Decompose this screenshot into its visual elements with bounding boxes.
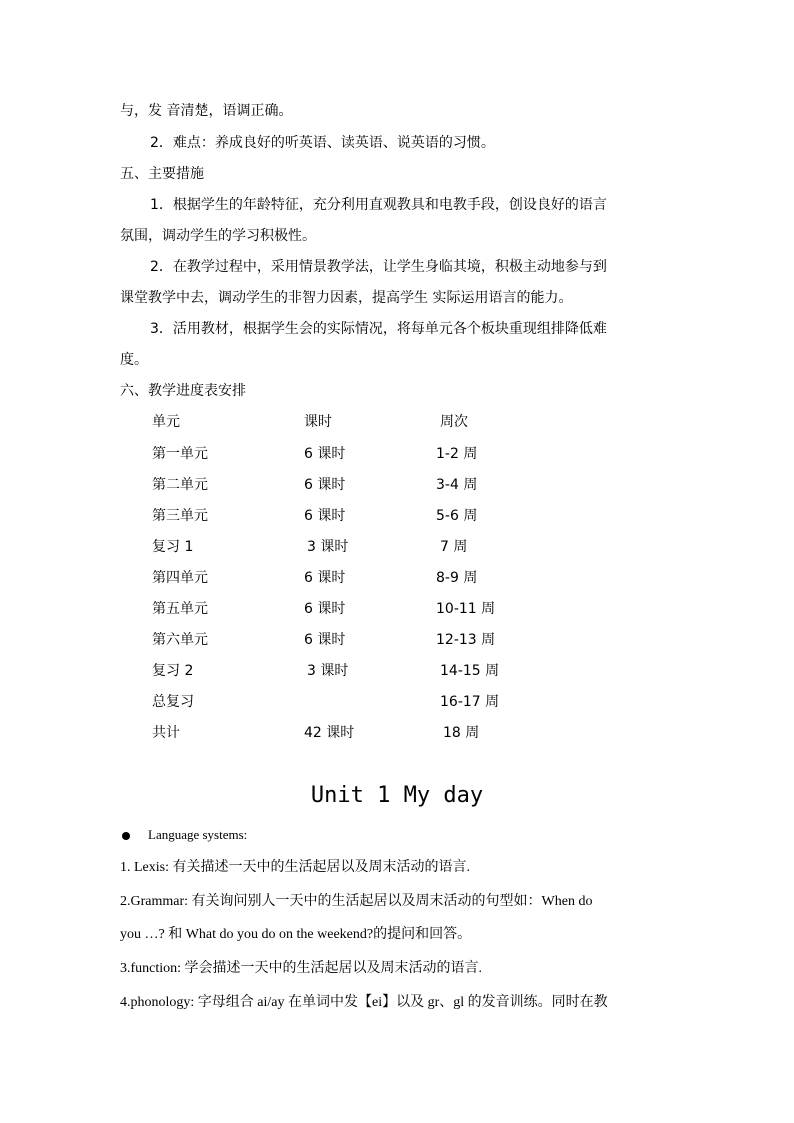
bullet-icon [122,832,130,840]
schedule-row [0,692,794,712]
schedule-cell-unit: 第五单元 [152,601,208,617]
unit-title: Unit 1 My day [310,783,484,808]
schedule-cell-unit: 第三单元 [152,508,208,524]
schedule-cell-hours: 6 课时 [304,632,346,648]
schedule-cell-hours: 6 课时 [304,477,346,493]
schedule-row [0,537,794,557]
phonology-line: 4.phonology: 字母组合 ai/ay 在单词中发【ei】以及 gr、gl 的发音训练。同时在教 [120,995,608,1010]
schedule-cell-weeks: 5-6 周 [436,508,478,524]
schedule-cell-hours: 3 课时 [307,663,349,679]
section-heading-measures: 五、主要措施 [120,166,204,182]
schedule-cell-hours: 6 课时 [304,570,346,586]
schedule-cell-hours: 6 课时 [304,446,346,462]
schedule-row [0,506,794,526]
schedule-cell-unit: 复习 2 [152,663,194,679]
schedule-row [0,444,794,464]
schedule-cell-weeks: 1-2 周 [436,446,478,462]
schedule-header-hours: 课时 [304,414,332,430]
schedule-header-unit: 单元 [152,414,180,430]
section-heading-schedule: 六、教学进度表安排 [120,383,246,399]
measure-3-line-1: 3．活用教材，根据学生会的实际情况，将每单元各个板块重现组排降低难 [150,321,607,337]
schedule-row-total [0,723,794,743]
measure-2-line-1: 2．在教学过程中，采用情景教学法，让学生身临其境，积极主动地参与到 [150,259,607,275]
schedule-cell-weeks: 12-13 周 [436,632,496,648]
paragraph-continuation: 与，发 音清楚，语调正确。 [120,103,293,119]
schedule-row [0,475,794,495]
schedule-cell-weeks: 18 周 [443,725,480,741]
schedule-cell-hours: 6 课时 [304,601,346,617]
schedule-cell-unit: 复习 1 [152,539,194,555]
schedule-row [0,568,794,588]
measure-3-line-2: 度。 [120,352,148,368]
schedule-row [0,599,794,619]
bullet-text: Language systems: [148,827,248,842]
function-line: 3.function: 学会描述一天中的生活起居以及周末活动的语言. [120,961,483,976]
bullet-language-systems [120,825,680,845]
schedule-header-row [0,412,794,432]
schedule-cell-unit: 第一单元 [152,446,208,462]
schedule-cell-weeks: 3-4 周 [436,477,478,493]
schedule-cell-hours: 6 课时 [304,508,346,524]
grammar-line-1: 2.Grammar: 有关询问别人一天中的生活起居以及周末活动的句型如：When do [120,894,593,909]
schedule-cell-weeks: 16-17 周 [440,694,500,710]
schedule-row [0,661,794,681]
schedule-cell-weeks: 8-9 周 [436,570,478,586]
grammar-line-2: you …? 和 What do you do on the weekend?的提问和回答。 [120,927,472,942]
schedule-row [0,630,794,650]
measure-1-line-2: 氛围，调动学生的学习积极性。 [120,228,316,244]
measure-1-line-1: 1．根据学生的年龄特征，充分利用直观教具和电教手段，创设良好的语言 [150,197,607,213]
schedule-cell-weeks: 14-15 周 [440,663,500,679]
schedule-cell-unit: 共计 [152,725,180,741]
schedule-cell-hours: 3 课时 [307,539,349,555]
schedule-cell-unit: 第六单元 [152,632,208,648]
measure-2-line-2: 课堂教学中去，调动学生的非智力因素，提高学生 实际运用语言的能力。 [120,290,573,306]
schedule-cell-unit: 总复习 [152,694,194,710]
lexis-line: 1. Lexis: 有关描述一天中的生活起居以及周末活动的语言. [120,860,470,875]
difficulty-point: 2．难点：养成良好的听英语、读英语、说英语的习惯。 [150,135,495,151]
schedule-header-weeks: 周次 [440,414,468,430]
schedule-cell-unit: 第二单元 [152,477,208,493]
schedule-cell-weeks: 10-11 周 [436,601,496,617]
schedule-cell-weeks: 7 周 [440,539,468,555]
schedule-cell-unit: 第四单元 [152,570,208,586]
schedule-cell-hours: 42 课时 [304,725,355,741]
